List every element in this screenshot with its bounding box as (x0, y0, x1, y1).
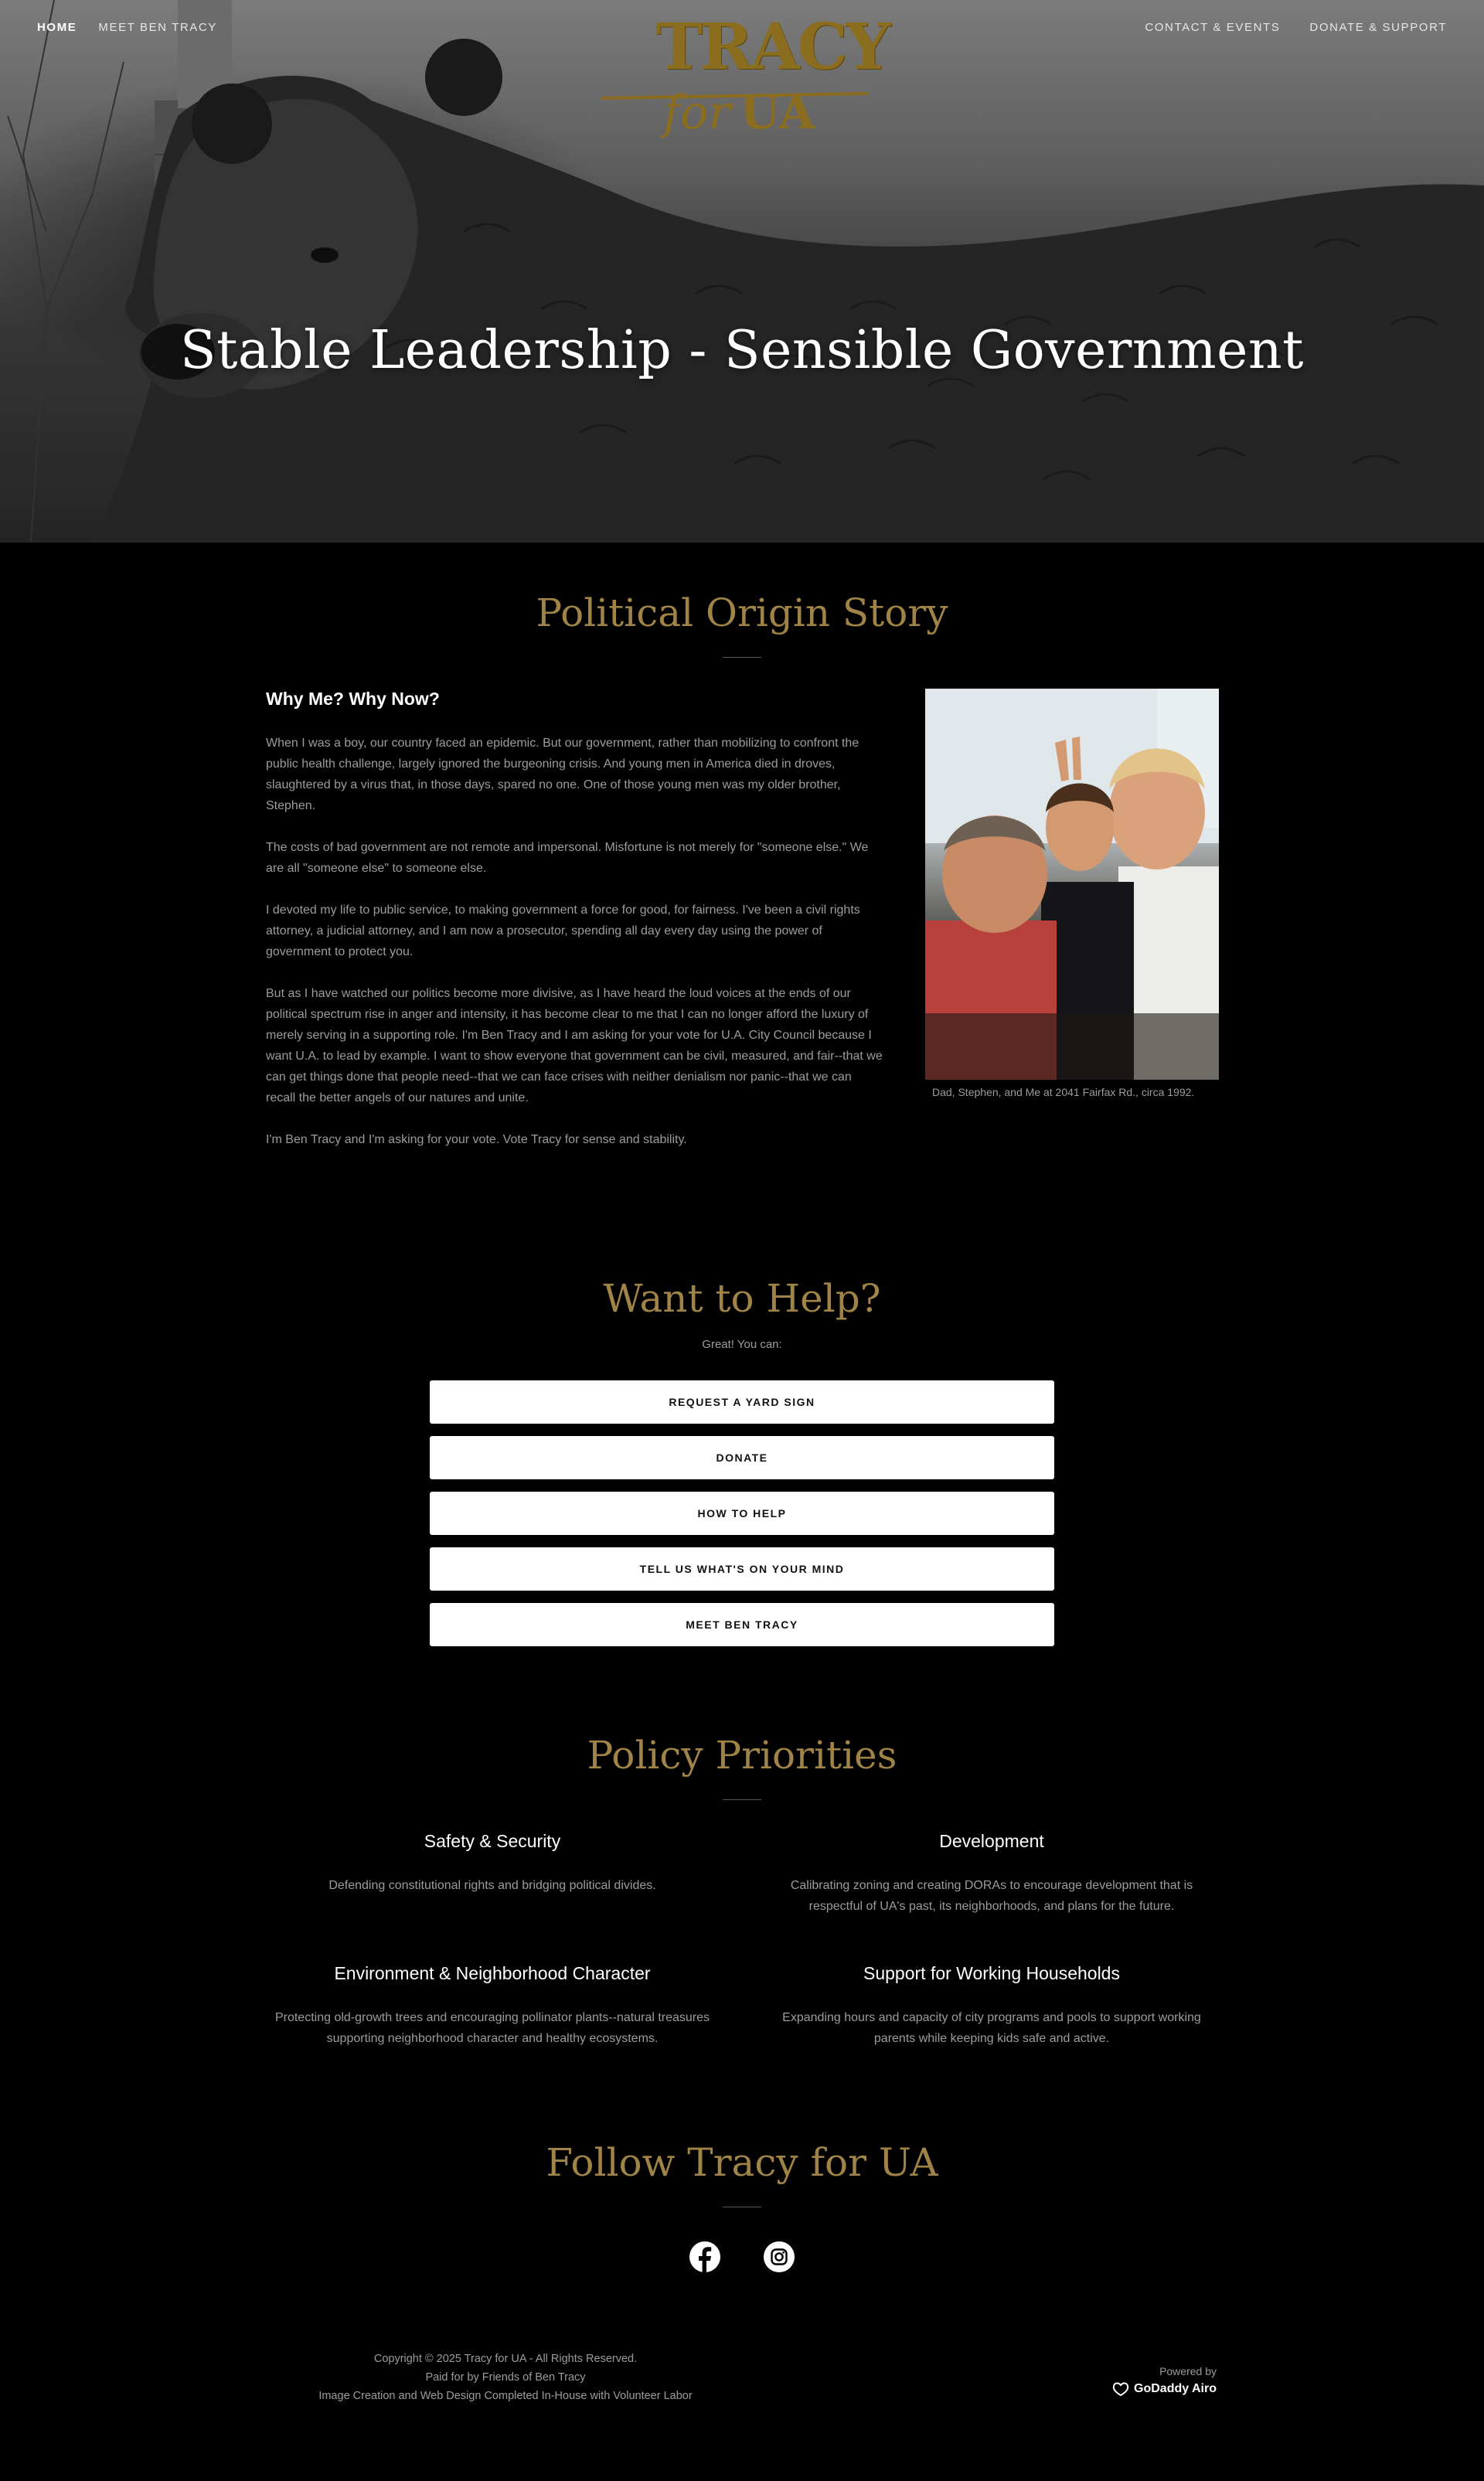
social-links (0, 2241, 1484, 2272)
godaddy-airo-link[interactable] (1112, 2382, 1217, 2396)
family-photo-illustration (925, 689, 1219, 1080)
policy-item-text: Defending constitutional rights and bridging political divides. (328, 1879, 656, 1892)
origin-body (0, 658, 1484, 1199)
policy-section (0, 1646, 1484, 2049)
help-subtitle: Great! You can: (702, 1338, 782, 1351)
nav-contact-events[interactable]: CONTACT & EVENTS (1145, 21, 1281, 34)
origin-paragraph: I devoted my life to public service, to making government a force for good, for fairness. I've been a civil rights attorney, a judicial attorney, and I am now a prosecutor, spending all day every day using the power of government to protect you. (266, 904, 860, 958)
photo-caption: Dad, Stephen, and Me at 2041 Fairfax Rd., circa 1992. (932, 1086, 1195, 1098)
origin-title: Political Origin Story (536, 590, 948, 635)
nav-donate-support[interactable]: DONATE & SUPPORT (1309, 21, 1447, 34)
nav-home[interactable]: HOME (37, 21, 77, 34)
logo-subtitle (663, 86, 815, 140)
policy-item-working-households (757, 1963, 1226, 2049)
godaddy-logo-icon (1112, 2382, 1129, 2396)
policy-item-text: Expanding hours and capacity of city programs and pools to support working parents while keeping kids safe and active. (782, 2011, 1201, 2045)
hero-title: Stable Leadership - Sensible Government (180, 320, 1304, 381)
origin-section (0, 543, 1484, 1199)
section-divider (723, 1799, 761, 1800)
help-section (0, 1199, 1484, 1646)
primary-nav-left (37, 21, 217, 34)
brand-label: GoDaddy Airo (1134, 2382, 1217, 2395)
follow-section (0, 2049, 1484, 2272)
origin-paragraph: The costs of bad government are not remote and impersonal. Misfortune is not merely for "someone else." We are all "someone else" to someone else. (266, 841, 869, 875)
policy-item-safety (258, 1831, 727, 1917)
primary-nav-right (1145, 21, 1447, 34)
request-yard-sign-button[interactable]: REQUEST A YARD SIGN (430, 1380, 1054, 1424)
policy-item-title: Support for Working Households (863, 1963, 1120, 1983)
instagram-icon[interactable] (764, 2241, 795, 2272)
policy-title: Policy Priorities (587, 1733, 897, 1778)
logo-title: TRACY (655, 10, 889, 84)
policy-item-title: Environment & Neighborhood Character (334, 1963, 651, 1983)
site-logo[interactable] (601, 10, 889, 151)
footer-copyright: Copyright © 2025 Tracy for UA - All Rights Reserved. (373, 2353, 638, 2365)
origin-paragraph: When I was a boy, our country faced an epidemic. But our government, rather than mobilizing to confront the public health challenge, largely ignored the burgeoning crisis. And young men in America died in droves, slaughtered by a virus that, in those days, spared no one. One of those young men was my older brother, Stephen. (266, 737, 859, 812)
origin-text (266, 689, 884, 1171)
policy-item-title: Development (939, 1831, 1044, 1851)
meet-ben-tracy-button[interactable]: MEET BEN TRACY (430, 1603, 1054, 1646)
logo-ua: UA (740, 86, 815, 140)
policy-grid (258, 1831, 1226, 2049)
facebook-icon[interactable] (689, 2241, 720, 2272)
footer-paid-for: Paid for by Friends of Ben Tracy (425, 2371, 586, 2384)
follow-title: Follow Tracy for UA (546, 2140, 938, 2185)
family-photo (925, 689, 1219, 1080)
policy-item-text: Protecting old-growth trees and encouraging pollinator plants--natural treasures supporting neighborhood character and healthy ecosystems. (274, 2011, 710, 2045)
tell-us-button[interactable]: TELL US WHAT'S ON YOUR MIND (430, 1547, 1054, 1591)
origin-heading: Why Me? Why Now? (266, 689, 440, 709)
policy-item-development (757, 1831, 1226, 1917)
site-footer (0, 2319, 1484, 2481)
footer-text (312, 2350, 699, 2405)
policy-item-text: Calibrating zoning and creating DORAs to encourage development that is respectful of UA's past, its neighborhoods, and plans for the future. (790, 1879, 1193, 1913)
policy-item-environment (258, 1963, 727, 2049)
donate-button[interactable]: DONATE (430, 1436, 1054, 1479)
logo-for: for (663, 86, 731, 140)
powered-by (1112, 2365, 1217, 2396)
policy-item-title: Safety & Security (424, 1831, 561, 1851)
hero-banner (0, 0, 1484, 543)
help-title: Want to Help? (603, 1276, 881, 1321)
nav-meet-ben-tracy[interactable]: MEET BEN TRACY (98, 21, 217, 34)
help-button-list (430, 1380, 1054, 1646)
footer-credits: Image Creation and Web Design Completed In-House with Volunteer Labor (318, 2390, 693, 2402)
origin-paragraph: I'm Ben Tracy and I'm asking for your vote. Vote Tracy for sense and stability. (266, 1133, 687, 1146)
powered-by-label: Powered by (1159, 2365, 1217, 2377)
origin-paragraph: But as I have watched our politics become more divisive, as I have heard the loud voices at the ends of our political spectrum rise in anger and intensity, it has become clear to me that I can no longer afford the luxury of merely serving in a supporting role. I'm Ben Tracy and I am asking for your vote for U.A. City Council because I want U.A. to lead by example. I want to show everyone that government can be civil, measured, and fair--that we can get things done that people need--that we can face crises with neither denialism nor panic--that we can recall the better angels of our natures and unite. (266, 987, 883, 1104)
how-to-help-button[interactable]: HOW TO HELP (430, 1492, 1054, 1535)
